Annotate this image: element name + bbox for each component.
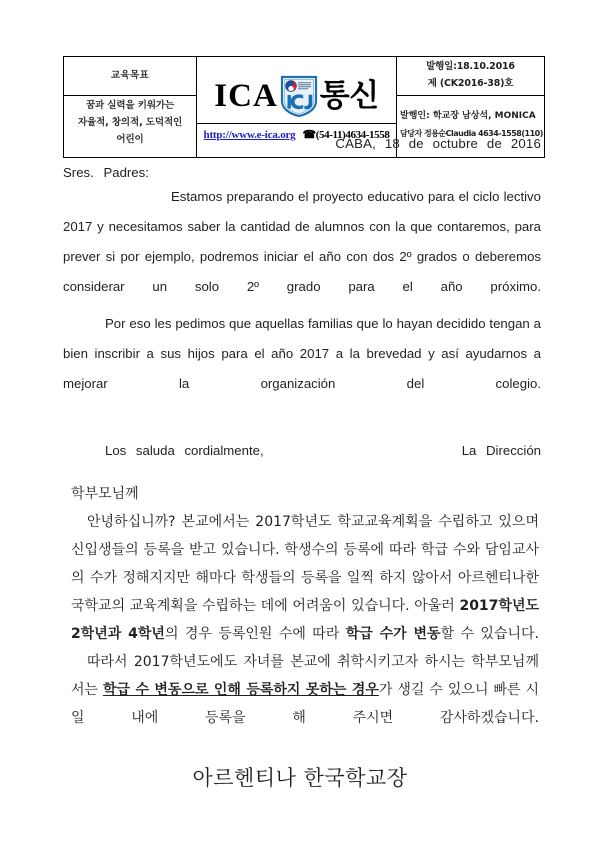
education-goal-title: 교육목표 bbox=[111, 69, 149, 81]
masthead-ica-text: ICA bbox=[214, 77, 278, 114]
publication-info bbox=[397, 57, 544, 95]
spanish-closing: Los saluda cordialmente, bbox=[105, 443, 264, 458]
publisher-name: 발행인: 학교장 남상석, MONICA bbox=[400, 110, 536, 121]
letter-date: CABA, 18 de octubre de 2016 bbox=[335, 136, 541, 151]
school-website-link[interactable]: http://www.e-ica.org bbox=[203, 128, 296, 141]
korean-p1-bold-class-change: 학급 수가 변동 bbox=[345, 626, 441, 642]
korean-p1-text-b: 의 경우 등록인원 수에 따라 bbox=[164, 626, 346, 642]
korean-p1-text-c: 할 수 있습니다. bbox=[440, 626, 539, 642]
education-goal-title-cell bbox=[64, 57, 197, 96]
masthead bbox=[197, 69, 396, 145]
school-phone-text: ☎(54-11)4634-1558 bbox=[302, 129, 390, 141]
korean-p2-bold-underline-warning: 학급 수 변동으로 인해 등록하지 못하는 경우 bbox=[103, 682, 379, 698]
korean-p1-bold-grades: 2017학년도 2학년과 4학년 bbox=[71, 598, 539, 642]
education-goal-line-1: 꿈과 실력을 키워가는 bbox=[85, 100, 175, 111]
issue-number: 제 (CK2016-38)호 bbox=[427, 78, 514, 89]
korean-p2-text-a: 따라서 2017학년도에도 자녀를 본교에 취학시키고자 하시는 학부모님께서는 bbox=[71, 654, 539, 698]
issue-date: 발행일:18.10.2016 bbox=[426, 61, 515, 72]
korean-signature: 아르헨티나 한국학교장 bbox=[192, 766, 408, 790]
publication-info-cell bbox=[397, 57, 545, 96]
education-goal-line-2: 자율적, 창의적, 도덕적인 bbox=[77, 117, 183, 128]
korean-p2-text-b: 가 생길 수 있으니 빠른 시일 내에 등록을 해 주시면 감사하겠습니다. bbox=[71, 682, 539, 726]
contact-person: 담당자 정용순Claudia 4634-1558(110) bbox=[400, 128, 543, 138]
korean-p1-text-a: 안녕하십니까? 본교에서는 2017학년도 학교교육계획을 수립하고 있으며 신입생들의 등록을 받고 있습니다. 학생수의 등록에 따라 학급 수와 담임교사의 수가 정해지지만 해마다 학생들의 등록을 일찍 하지 않아서 아르헨티나한국학교의 교육계획을 수립하는 데에 어려움이 있습니다. 아울러 bbox=[71, 514, 539, 614]
spanish-paragraph-2: Por eso les pedimos que aquellas familias que lo hayan decidido tengan a bien inscribir a sus hijos para el año 2017 a la brevedad y así ayudarnos a mejorar la organización del colegio. bbox=[63, 316, 541, 391]
ica-shield-logo-icon bbox=[280, 75, 318, 117]
masthead-tongsin-text: 통신 bbox=[319, 77, 379, 114]
education-goal-line-3: 어린이 bbox=[116, 134, 144, 145]
spanish-paragraph-1: Estamos preparando el proyecto educativo para el ciclo lectivo 2017 y necesitamos saber la cantidad de alumnos con la que contaremos, para prever si por ejemplo, podremos iniciar el año con dos 2º grados o deberemos considerar un solo 2º grado para el año próximo. bbox=[63, 189, 541, 294]
korean-salutation: 학부모님께 bbox=[71, 486, 139, 502]
korean-paragraph-2 bbox=[71, 648, 539, 760]
letter-greeting: Sres. Padres: bbox=[63, 165, 149, 180]
spanish-signature: La Dirección bbox=[461, 443, 541, 458]
masthead-title-row bbox=[197, 69, 396, 123]
